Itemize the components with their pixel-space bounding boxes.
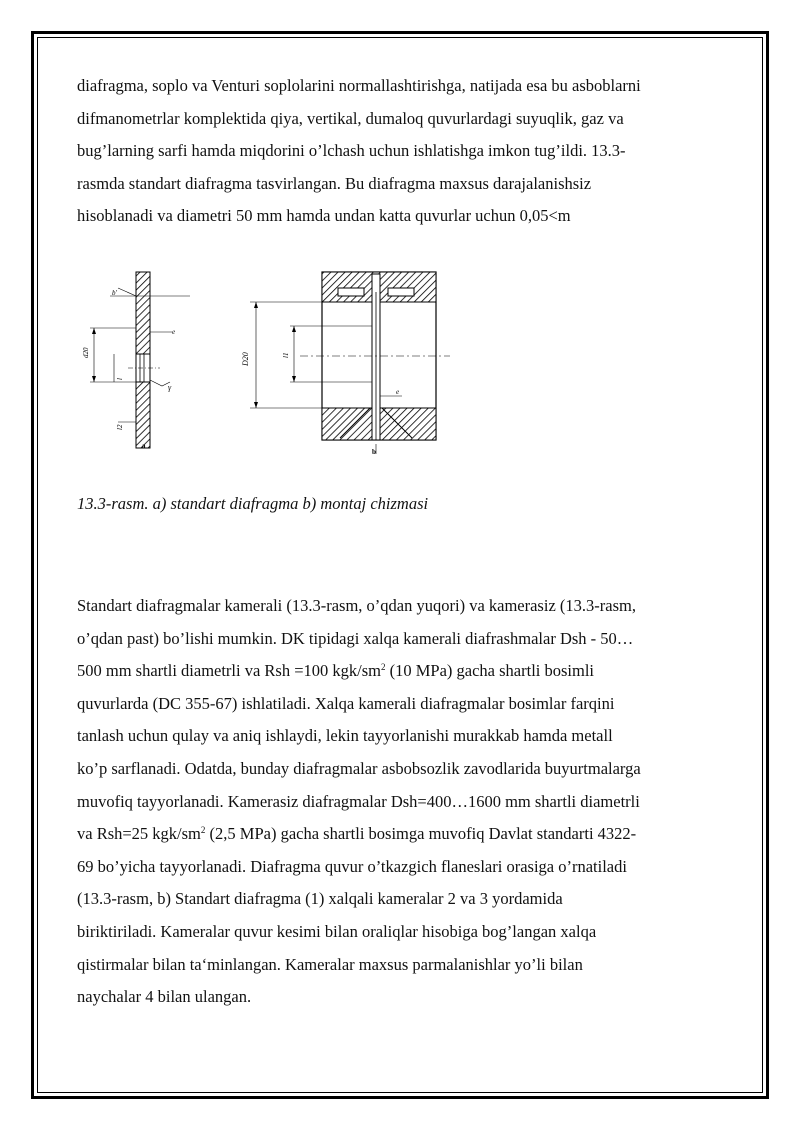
text-line: quvurlarda (DC 355-67) ishlatiladi. Xalqa kamerali diafragmalar bosimlar farqini [77, 693, 615, 713]
fig-b-caption: b [372, 448, 376, 456]
text-segment: (10 MPa) gacha shartli bosimli [385, 661, 595, 681]
fig-a-label-d20: d20 [82, 347, 90, 358]
text-line [77, 655, 727, 688]
text-line: 69 bo’yicha tayyorlanadi. Diafragma quvur o’tkazgich flaneslari orasiga o’rnatiladi [77, 856, 627, 876]
diaphragm-figure [82, 262, 460, 462]
fig-a-label-e: e [172, 328, 176, 336]
superscript: 2 [381, 662, 386, 673]
text-line: difmanometrlar komplektida qiya, vertikal, dumaloq quvurlardagi suyuqlik, gaz va [77, 108, 624, 128]
text-line: o’qdan past) bo’lishi mumkin. DK tipidagi xalqa kamerali diafrashmalar Dsh - 50… [77, 628, 634, 648]
text-line: (13.3-rasm, b) Standart diafragma (1) xalqali kameralar 2 va 3 yordamida [77, 889, 563, 909]
fig-b-label-d20: D20 [241, 352, 250, 366]
text-line: hisoblanadi va diametri 50 mm hamda undan katta quvurlar uchun 0,05<m [77, 206, 571, 226]
text-line: muvofiq tayyorlanadi. Kamerasiz diafragmalar Dsh=400…1600 mm shartli diametrli [77, 791, 640, 811]
text-line: diafragma, soplo va Venturi soplolarini normallashtirishga, natijada esa bu asboblarni [77, 76, 641, 95]
fig-a-caption: a [142, 442, 146, 450]
text-segment: 500 mm shartli diametrli va Rsh =100 kgk/sm [77, 661, 381, 681]
text-line: ko’p sarflanadi. Odatda, bunday diafragmalar asbobsozlik zavodlarida buyurtmalarga [77, 758, 641, 778]
fig-a-label-l: l [116, 378, 124, 380]
text-line: Standart diafragmalar kamerali (13.3-rasm, o’qdan yuqori) va kamerasiz (13.3-rasm, [77, 596, 636, 615]
fig-b-label-e: e [396, 388, 400, 396]
fig-b-label-l1: l1 [282, 352, 290, 358]
figure-a-standard-diaphragm [90, 272, 190, 448]
text-line: rasmda standart diafragma tasvirlangan. Bu diafragma maxsus darajalanishsiz [77, 173, 592, 193]
fig-a-label-gamma: γ [168, 383, 172, 392]
figure-b-mounting-drawing [250, 272, 450, 454]
figure-caption: 13.3-rasm. a) standart diafragma b) montaj chizmasi [77, 494, 429, 513]
text-line: qistirmalar bilan ta‘minlangan. Kameralar maxsus parmalanishlar yo’li bilan [77, 954, 583, 974]
superscript: 2 [200, 825, 206, 836]
text-segment: (2,5 MPa) gacha shartli bosimga muvofiq Davlat standarti 4322- [205, 824, 637, 844]
text-line: tanlash uchun qulay va aniq ishlaydi, lekin tayyorlanishi murakkab hamda metall [77, 726, 613, 746]
fig-a-label-b: b' [112, 289, 117, 297]
text-line [77, 818, 727, 851]
text-line: naychalar 4 bilan ulangan. [77, 987, 252, 1007]
paragraph-main [77, 590, 727, 1014]
text-segment: va Rsh=25 kgk/sm [77, 824, 201, 844]
text-line: bug’larning sarfi hamda miqdorini o’lchash uchun ishlatishga imkon tug’ildi. 13.3- [77, 141, 626, 161]
text-line: biriktiriladi. Kameralar quvur kesimi bilan oraliqlar hisobiga bog’langan xalqa [77, 921, 597, 941]
paragraph-intro [77, 70, 727, 233]
fig-a-label-l2: l2 [116, 424, 124, 430]
